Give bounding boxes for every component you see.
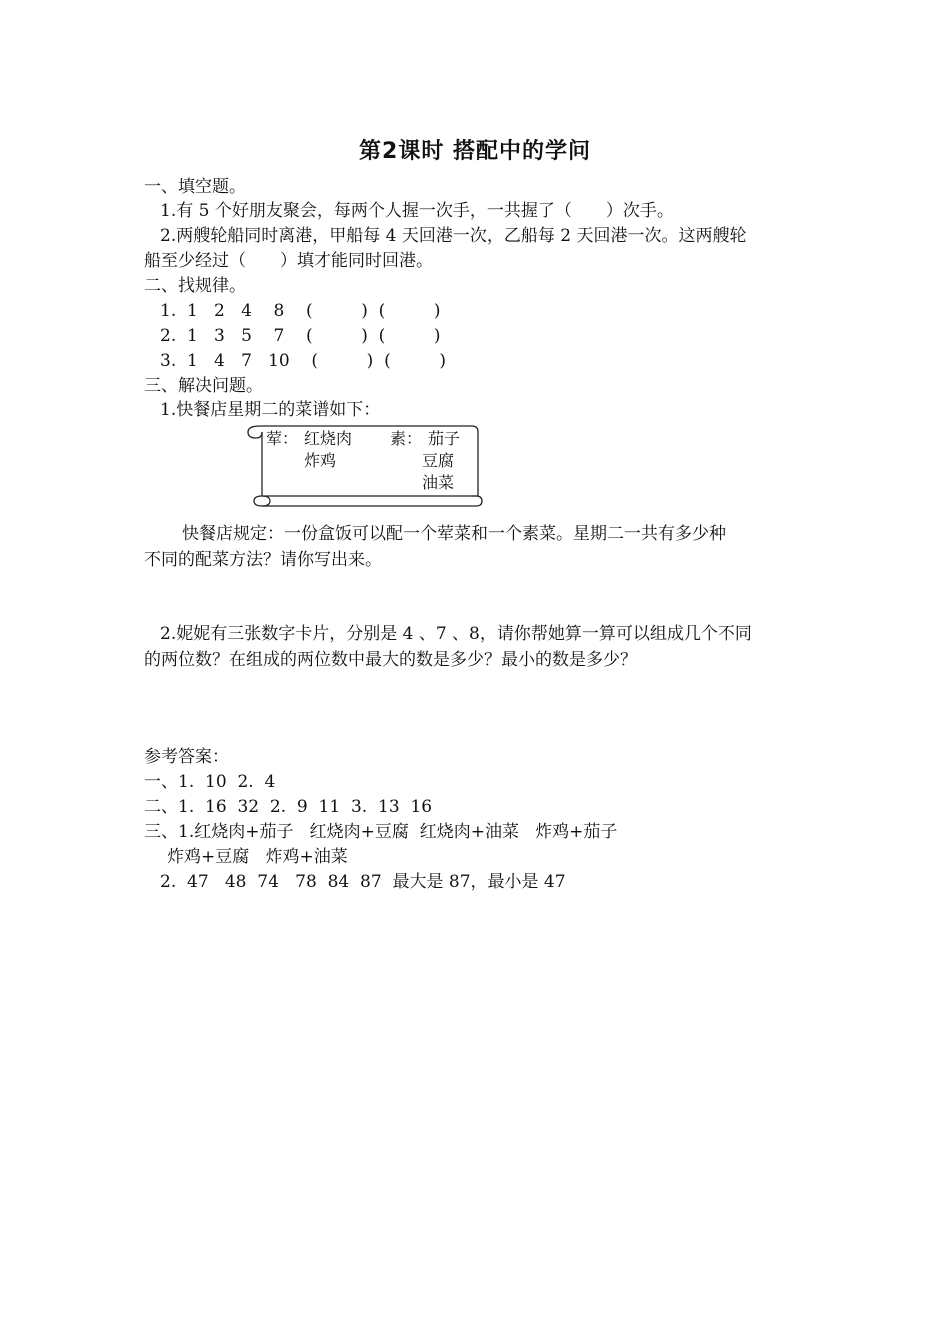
answer-section3-line3: 2. 47 48 74 78 84 87 最大是 87，最小是 47 xyxy=(160,872,566,892)
answer-section2: 二、1. 16 32 2. 9 11 3. 13 16 xyxy=(144,797,433,817)
menu-meat-item-2: 炸鸡 xyxy=(304,451,337,470)
section3-question-2-line2: 的两位数？在组成的两位数中最大的数是多少？最小的数是多少？ xyxy=(144,650,637,670)
menu-veg-item-3: 油菜 xyxy=(422,473,455,492)
section3-question-1-intro: 1.快餐店星期二的菜谱如下： xyxy=(160,400,381,420)
menu-meat-item-1: 红烧肉 xyxy=(304,429,353,448)
answer-section3-line1: 三、1.红烧肉+茄子 红烧肉+豆腐 红烧肉+油菜 炸鸡+茄子 xyxy=(144,822,618,842)
menu-veg-label: 素： xyxy=(390,429,423,448)
answer-section3-line2: 炸鸡+豆腐 炸鸡+油菜 xyxy=(167,847,348,867)
pattern-row-3: 3. 1 4 7 10 ( ) ( ) xyxy=(160,351,446,371)
menu-veg-item-1: 茄子 xyxy=(428,429,461,448)
section1-question-2-line1: 2.两艘轮船同时离港，甲船每 4 天回港一次，乙船每 2 天回港一次。这两艘轮 xyxy=(160,226,747,246)
section3-question-1-rule-line2: 不同的配菜方法？请你写出来。 xyxy=(144,550,382,570)
page-title: 第2课时 搭配中的学问 xyxy=(359,139,591,164)
section3-question-2-line1: 2.妮妮有三张数字卡片，分别是 4 、7 、8，请你帮她算一算可以组成几个不同 xyxy=(160,624,752,644)
section2-heading: 二、找规律。 xyxy=(144,276,246,296)
menu-meat-label: 荤： xyxy=(266,429,299,448)
menu-scroll xyxy=(240,420,485,508)
section3-heading: 三、解决问题。 xyxy=(144,376,263,396)
menu-veg-item-2: 豆腐 xyxy=(422,451,455,470)
pattern-row-2: 2. 1 3 5 7 ( ) ( ) xyxy=(160,326,441,346)
pattern-row-1: 1. 1 2 4 8 ( ) ( ) xyxy=(160,301,441,321)
section1-question-2-line2: 船至少经过（ ）填才能同时回港。 xyxy=(144,251,433,271)
answers-heading: 参考答案： xyxy=(144,747,229,767)
section3-question-1-rule-line1: 快餐店规定：一份盒饭可以配一个荤菜和一个素菜。星期二一共有多少种 xyxy=(182,524,726,544)
section1-question-1: 1.有 5 个好朋友聚会，每两个人握一次手，一共握了（ ）次手。 xyxy=(160,201,674,221)
answer-section1: 一、1. 10 2. 4 xyxy=(144,772,276,792)
section1-heading: 一、填空题。 xyxy=(144,177,246,197)
